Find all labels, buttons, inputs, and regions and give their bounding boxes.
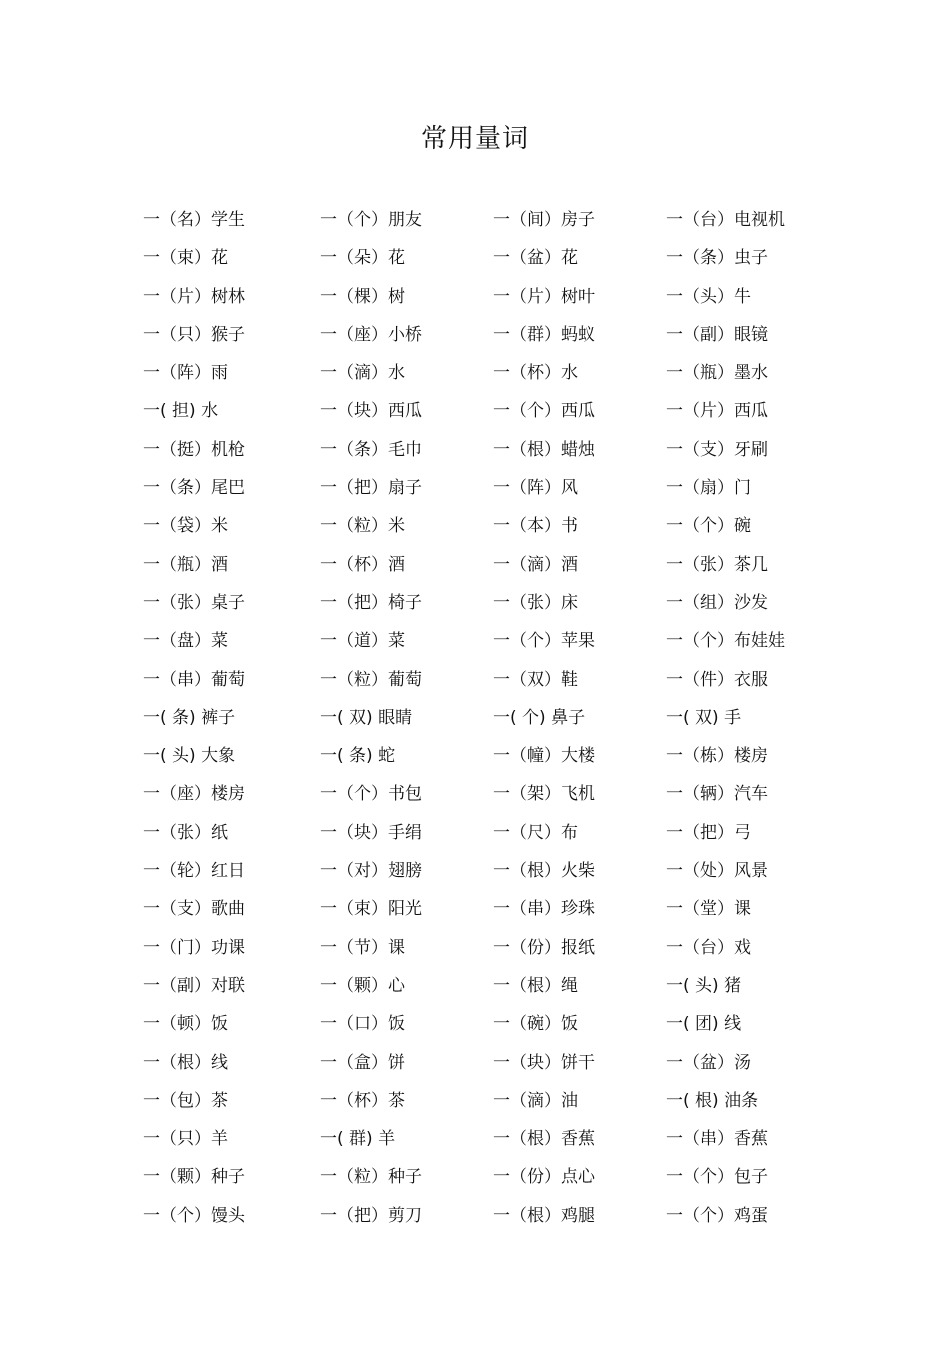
phrase-cell: 一( 双) 手 bbox=[666, 707, 742, 728]
phrase-cell: 一（块）手绢 bbox=[320, 822, 422, 843]
table-row bbox=[0, 280, 950, 318]
table-row bbox=[0, 203, 950, 241]
phrase-cell: 一（片）树林 bbox=[143, 286, 245, 307]
phrase-cell: 一（栋）楼房 bbox=[666, 746, 768, 767]
phrase-cell: 一（副）眼镜 bbox=[666, 324, 768, 345]
table-row bbox=[0, 548, 950, 586]
phrase-cell: 一（名）学生 bbox=[143, 210, 245, 230]
phrase-cell: 一（扇）门 bbox=[666, 478, 751, 499]
phrase-cell: 一（束）阳光 bbox=[320, 899, 422, 920]
phrase-cell: 一( 团) 线 bbox=[666, 1014, 742, 1035]
table-row bbox=[0, 1007, 950, 1045]
phrase-cell: 一（副）对联 bbox=[143, 975, 245, 996]
phrase-cell: 一（杯）水 bbox=[493, 363, 578, 384]
phrase-cell: 一（根）蜡烛 bbox=[493, 439, 595, 460]
table-row bbox=[0, 854, 950, 892]
phrase-cell: 一（台）戏 bbox=[666, 937, 751, 958]
phrase-cell: 一（轮）红日 bbox=[143, 861, 245, 882]
phrase-cell: 一（粒）葡萄 bbox=[320, 669, 422, 690]
table-row bbox=[0, 663, 950, 701]
phrase-cell: 一（瓶）酒 bbox=[143, 554, 228, 575]
phrase-cell: 一（根）绳 bbox=[493, 975, 578, 996]
phrase-cell: 一（支）歌曲 bbox=[143, 899, 245, 920]
page-title: 常用量词 bbox=[420, 124, 529, 154]
phrase-cell: 一（群）蚂蚁 bbox=[493, 324, 595, 345]
phrase-cell: 一（颗）种子 bbox=[143, 1167, 245, 1188]
phrase-cell: 一（串）珍珠 bbox=[493, 899, 595, 920]
phrase-cell: 一( 群) 羊 bbox=[320, 1129, 396, 1150]
phrase-cell: 一（盘）菜 bbox=[143, 631, 228, 652]
phrase-cell: 一（盒）饼 bbox=[320, 1052, 405, 1073]
phrase-cell: 一（把）椅子 bbox=[320, 592, 422, 613]
phrase-cell: 一（个）苹果 bbox=[493, 631, 595, 652]
phrase-cell: 一（组）沙发 bbox=[666, 592, 768, 613]
phrase-cell: 一（双）鞋 bbox=[493, 669, 578, 690]
phrase-cell: 一（阵）雨 bbox=[143, 363, 228, 384]
phrase-cell: 一（根）鸡腿 bbox=[493, 1205, 595, 1226]
phrase-cell: 一（本）书 bbox=[493, 516, 578, 537]
phrase-cell: 一（座）楼房 bbox=[143, 784, 245, 805]
table-row bbox=[0, 586, 950, 624]
phrase-cell: 一（尺）布 bbox=[493, 822, 578, 843]
phrase-cell: 一（条）毛巾 bbox=[320, 439, 422, 460]
phrase-cell: 一（幢）大楼 bbox=[493, 746, 595, 767]
phrase-cell: 一（个）包子 bbox=[666, 1167, 768, 1188]
table-row bbox=[0, 433, 950, 471]
table-row bbox=[0, 816, 950, 854]
phrase-cell: 一（处）风景 bbox=[666, 861, 768, 882]
table-row bbox=[0, 241, 950, 279]
phrase-cell: 一（个）书包 bbox=[320, 784, 422, 805]
table-row bbox=[0, 624, 950, 662]
phrase-cell: 一（根）香蕉 bbox=[493, 1129, 595, 1150]
table-row bbox=[0, 1046, 950, 1084]
phrase-cell: 一（个）鸡蛋 bbox=[666, 1205, 768, 1226]
phrase-cell: 一（粒）种子 bbox=[320, 1167, 422, 1188]
phrase-cell: 一（袋）米 bbox=[143, 516, 228, 537]
phrase-cell: 一（块）饼干 bbox=[493, 1052, 595, 1073]
phrase-cell: 一（道）菜 bbox=[320, 631, 405, 652]
phrase-cell: 一（件）衣服 bbox=[666, 669, 768, 690]
phrase-cell: 一（口）饭 bbox=[320, 1014, 405, 1035]
phrase-cell: 一（条）虫子 bbox=[666, 248, 768, 269]
phrase-cell: 一（个）布娃娃 bbox=[666, 631, 785, 652]
phrase-cell: 一( 条) 蛇 bbox=[320, 746, 396, 767]
phrase-cell: 一（张）床 bbox=[493, 592, 578, 613]
phrase-cell: 一（节）课 bbox=[320, 937, 405, 958]
phrase-cell: 一（支）牙刷 bbox=[666, 439, 768, 460]
phrase-cell: 一（块）西瓜 bbox=[320, 401, 422, 422]
phrase-cell: 一（座）小桥 bbox=[320, 324, 422, 345]
phrase-cell: 一( 头) 猪 bbox=[666, 975, 742, 996]
phrase-cell: 一（串）葡萄 bbox=[143, 669, 245, 690]
table-row bbox=[0, 509, 950, 547]
phrase-cell: 一（盆）汤 bbox=[666, 1052, 751, 1073]
phrase-cell: 一（杯）茶 bbox=[320, 1090, 405, 1111]
phrase-cell: 一（滴）水 bbox=[320, 363, 405, 384]
phrase-cell: 一（棵）树 bbox=[320, 286, 405, 307]
phrase-cell: 一（束）花 bbox=[143, 248, 228, 269]
phrase-cell: 一（把）扇子 bbox=[320, 478, 422, 499]
phrase-cell: 一（把）弓 bbox=[666, 822, 751, 843]
phrase-cell: 一（盆）花 bbox=[493, 248, 578, 269]
phrase-cell: 一（条）尾巴 bbox=[143, 478, 245, 499]
phrase-cell: 一（碗）饭 bbox=[493, 1014, 578, 1035]
phrase-cell: 一（张）桌子 bbox=[143, 592, 245, 613]
phrase-cell: 一（只）羊 bbox=[143, 1129, 228, 1150]
phrase-cell: 一（把）剪刀 bbox=[320, 1205, 422, 1226]
phrase-cell: 一（间）房子 bbox=[493, 210, 595, 230]
phrase-cell: 一( 双) 眼睛 bbox=[320, 707, 413, 728]
phrase-cell: 一（个）西瓜 bbox=[493, 401, 595, 422]
table-row bbox=[0, 471, 950, 509]
phrase-cell: 一（辆）汽车 bbox=[666, 784, 768, 805]
phrase-cell: 一（颗）心 bbox=[320, 975, 405, 996]
table-row bbox=[0, 1122, 950, 1160]
phrase-cell: 一（滴）油 bbox=[493, 1090, 578, 1111]
table-row bbox=[0, 931, 950, 969]
table-row bbox=[0, 777, 950, 815]
phrase-cell: 一（张）茶几 bbox=[666, 554, 768, 575]
table-row bbox=[0, 739, 950, 777]
phrase-cell: 一( 条) 裤子 bbox=[143, 707, 236, 728]
phrase-cell: 一（阵）风 bbox=[493, 478, 578, 499]
table-row bbox=[0, 701, 950, 739]
phrase-cell: 一（堂）课 bbox=[666, 899, 751, 920]
phrase-cell: 一( 头) 大象 bbox=[143, 746, 236, 767]
phrase-cell: 一（根）火柴 bbox=[493, 861, 595, 882]
phrase-cell: 一（张）纸 bbox=[143, 822, 228, 843]
phrase-cell: 一（粒）米 bbox=[320, 516, 405, 537]
phrase-cell: 一（门）功课 bbox=[143, 937, 245, 958]
phrase-cell: 一（台）电视机 bbox=[666, 210, 785, 230]
table-row bbox=[0, 969, 950, 1007]
phrase-cell: 一（个）碗 bbox=[666, 516, 751, 537]
phrase-cell: 一（份）报纸 bbox=[493, 937, 595, 958]
phrase-cell: 一（片）西瓜 bbox=[666, 401, 768, 422]
phrase-cell: 一（挺）机枪 bbox=[143, 439, 245, 460]
table-row bbox=[0, 356, 950, 394]
phrase-cell: 一（个）馒头 bbox=[143, 1205, 245, 1226]
table-row bbox=[0, 892, 950, 930]
phrase-cell: 一（滴）酒 bbox=[493, 554, 578, 575]
table-row bbox=[0, 1160, 950, 1198]
phrase-cell: 一( 个) 鼻子 bbox=[493, 707, 586, 728]
phrase-cell: 一（只）猴子 bbox=[143, 324, 245, 345]
phrase-cell: 一（杯）酒 bbox=[320, 554, 405, 575]
phrase-cell: 一（包）茶 bbox=[143, 1090, 228, 1111]
phrase-cell: 一（瓶）墨水 bbox=[666, 363, 768, 384]
table-row bbox=[0, 318, 950, 356]
measure-word-table bbox=[0, 203, 950, 1237]
phrase-cell: 一( 根) 油条 bbox=[666, 1090, 759, 1111]
phrase-cell: 一（串）香蕉 bbox=[666, 1129, 768, 1150]
phrase-cell: 一（根）线 bbox=[143, 1052, 228, 1073]
phrase-cell: 一（头）牛 bbox=[666, 286, 751, 307]
phrase-cell: 一（顿）饭 bbox=[143, 1014, 228, 1035]
phrase-cell: 一（对）翅膀 bbox=[320, 861, 422, 882]
table-row bbox=[0, 1199, 950, 1237]
phrase-cell: 一（架）飞机 bbox=[493, 784, 595, 805]
table-row bbox=[0, 394, 950, 432]
table-row bbox=[0, 1084, 950, 1122]
phrase-cell: 一( 担) 水 bbox=[143, 401, 219, 422]
phrase-cell: 一（份）点心 bbox=[493, 1167, 595, 1188]
phrase-cell: 一（片）树叶 bbox=[493, 286, 595, 307]
phrase-cell: 一（朵）花 bbox=[320, 248, 405, 269]
phrase-cell: 一（个）朋友 bbox=[320, 210, 422, 230]
